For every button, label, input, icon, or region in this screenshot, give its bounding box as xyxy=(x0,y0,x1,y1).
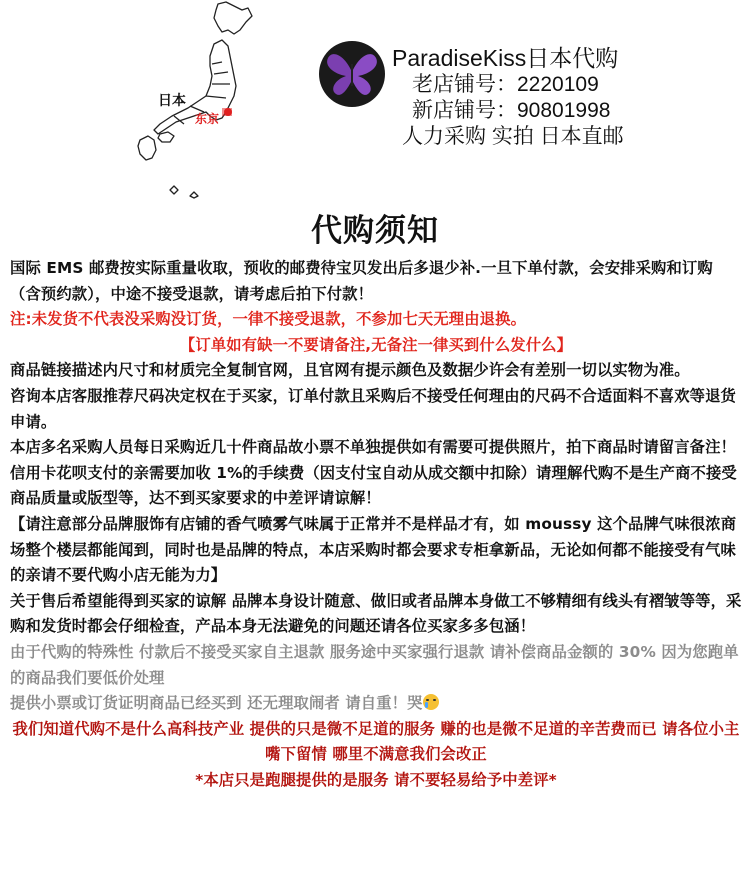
japan-map-icon xyxy=(130,0,280,200)
notice-paragraph: 咨询本店客服推荐尺码决定权在于买家，订单付款且采购后不接受任何理由的尺码不合适面料不喜欢等退货申请。 xyxy=(10,386,737,431)
map-label-japan: 日本 xyxy=(158,93,186,109)
notice-paragraph-gray xyxy=(10,691,742,717)
map-label-tokyo: 东京 xyxy=(195,112,220,126)
notice-paragraph: 信用卡花呗支付的亲需要加收 1%的手续费（因支付宝自动从成交额中扣除）请理解代购不是生产商不接受 商品质量或版型等，达不到买家要求的中差评请谅解！ xyxy=(10,463,737,508)
notice-paragraph: 商品链接描述内尺寸和材质完全复制官网，且官网有提示颜色及数据少许会有差别一切以实物为准。 xyxy=(10,361,690,380)
crying-face-icon xyxy=(423,694,439,710)
notice-paragraph-order-remark: 【订单如有缺一不要请备注,无备注一律买到什么发什么】 xyxy=(179,335,573,354)
notice-text: 提供小票或订货证明商品已经买到 还无理取闹者 请自重！哭 xyxy=(10,694,423,713)
brand-name: ParadiseKiss日本代购 xyxy=(392,45,619,71)
notice-paragraph-gray: 由于代购的特殊性 付款后不接受买家自主退款 服务途中买家强行退款 请补偿商品金额的 30% 因为您跑单的商品我们要低价处理 xyxy=(10,642,739,687)
page-title: 代购须知 xyxy=(311,213,439,249)
butterfly-logo-icon xyxy=(318,40,386,108)
notice-paragraph-closing: 我们知道代购不是什么高科技产业 提供的只是微不足道的服务 赚的也是微不足道的辛苦费而已 请各位小主嘴下留情 哪里不满意我们会改正 xyxy=(12,719,740,764)
notice-paragraph-warning: 注:未发货不代表没采购没订货，一律不接受退款，不参加七天无理由退换。 xyxy=(10,310,527,329)
notice-paragraph: 本店多名采购人员每日采购近几十件商品故小票不单独提供如有需要可提供照片，拍下商品时请留言备注！ xyxy=(10,438,737,457)
notice-body xyxy=(10,256,742,793)
new-store-number: 新店铺号：90801998 xyxy=(412,99,611,122)
notice-paragraph: 关于售后希望能得到买家的谅解 品牌本身设计随意、做旧或者品牌本身做工不够精细有线头有褶皱等等，采购和发货时都会仔细检查，产品本身无法避免的问题还请各位买家多多包涵！ xyxy=(10,591,742,636)
notice-paragraph: 【请注意部分品牌服饰有店铺的香气喷雾气味属于正常并不是样品才有，如 moussy 这个品牌气味很浓商场整个楼层都能闻到，同时也是品牌的特点，本店采购时都会要求专柜拿新品，无论如何都不能接受有气味的亲请不要代购小店无能为力】 xyxy=(10,514,737,585)
brand-block xyxy=(392,44,732,150)
header xyxy=(0,0,750,200)
tagline: 人力采购 实拍 日本直邮 xyxy=(402,125,624,148)
old-store-number: 老店铺号：2220109 xyxy=(412,73,599,96)
notice-paragraph-final: *本店只是跑腿提供的是服务 请不要轻易给予中差评* xyxy=(195,770,557,789)
notice-paragraph: 国际 EMS 邮费按实际重量收取，预收的邮费待宝贝发出后多退少补.一旦下单付款，会安排采购和订购（含预约款），中途不接受退款，请考虑后拍下付款！ xyxy=(10,259,713,303)
